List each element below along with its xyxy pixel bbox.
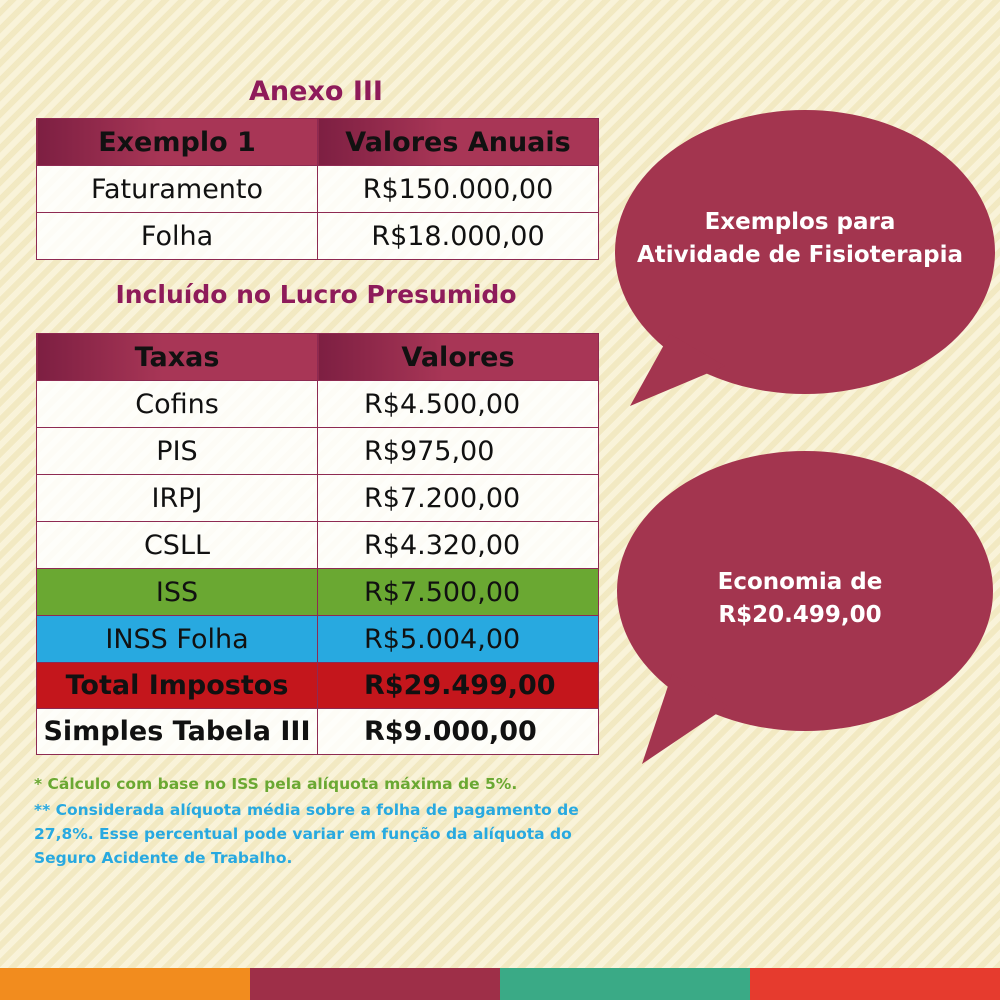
row-label: INSS Folha (37, 616, 318, 663)
table-row-total (37, 663, 599, 709)
footer-stripe-orange (0, 968, 250, 1000)
row-value: R$5.004,00 (318, 616, 599, 663)
row-value: R$4.500,00 (318, 381, 599, 428)
row-value: R$150.000,00 (318, 166, 599, 213)
row-value: R$18.000,00 (318, 213, 599, 260)
footnote-inss: ** Considerada alíquota média sobre a folha de pagamento de 27,8%. Esse percentual pode variar em função da alíquota do Seguro Acidente de Trabalho. (34, 801, 579, 868)
row-label: IRPJ (37, 475, 318, 522)
table-row-irpj (37, 475, 599, 522)
row-value: R$4.320,00 (318, 522, 599, 569)
row-label: Faturamento (37, 166, 318, 213)
header-taxes: Taxas (37, 334, 318, 381)
row-label: Total Impostos (37, 663, 318, 709)
row-value: R$7.500,00 (318, 569, 599, 616)
row-value: R$975,00 (318, 428, 599, 475)
bubble-text-line1: Economia de (717, 569, 883, 595)
section-subtitle: Incluído no Lucro Presumido (115, 280, 517, 309)
table-row-simples (37, 709, 599, 755)
table-row-pis (37, 428, 599, 475)
row-label: Folha (37, 213, 318, 260)
footer-stripe-wine (250, 968, 500, 1000)
header-annual-values: Valores Anuais (318, 119, 599, 166)
table-row-inss (37, 616, 599, 663)
row-label: Simples Tabela III (37, 709, 318, 755)
bubble-text-line2: Atividade de Fisioterapia (637, 242, 963, 269)
header-values: Valores (318, 334, 599, 381)
row-value: R$7.200,00 (318, 475, 599, 522)
footnote-iss: * Cálculo com base no ISS pela alíquota máxima de 5%. (34, 775, 518, 793)
taxes-table (36, 333, 599, 755)
row-value: R$29.499,00 (318, 663, 599, 709)
speech-bubble-examples (600, 104, 1000, 424)
annex-title: Anexo III (249, 76, 383, 107)
table-row (37, 166, 599, 213)
footer-stripe-teal (500, 968, 750, 1000)
table-row-iss (37, 569, 599, 616)
table-row-cofins (37, 381, 599, 428)
footer-stripe-red (750, 968, 1000, 1000)
example-table (36, 118, 599, 260)
row-label: CSLL (37, 522, 318, 569)
table-row (37, 213, 599, 260)
row-label: PIS (37, 428, 318, 475)
taxes-table-header (37, 334, 599, 381)
example-table-header (37, 119, 599, 166)
table-row-csll (37, 522, 599, 569)
bubble-text-line2: R$20.499,00 (718, 602, 882, 629)
header-example: Exemplo 1 (37, 119, 318, 166)
row-label: ISS (37, 569, 318, 616)
row-label: Cofins (37, 381, 318, 428)
bubble-text-line1: Exemplos para (704, 209, 896, 235)
speech-bubble-savings (600, 446, 1000, 768)
row-value: R$9.000,00 (318, 709, 599, 755)
